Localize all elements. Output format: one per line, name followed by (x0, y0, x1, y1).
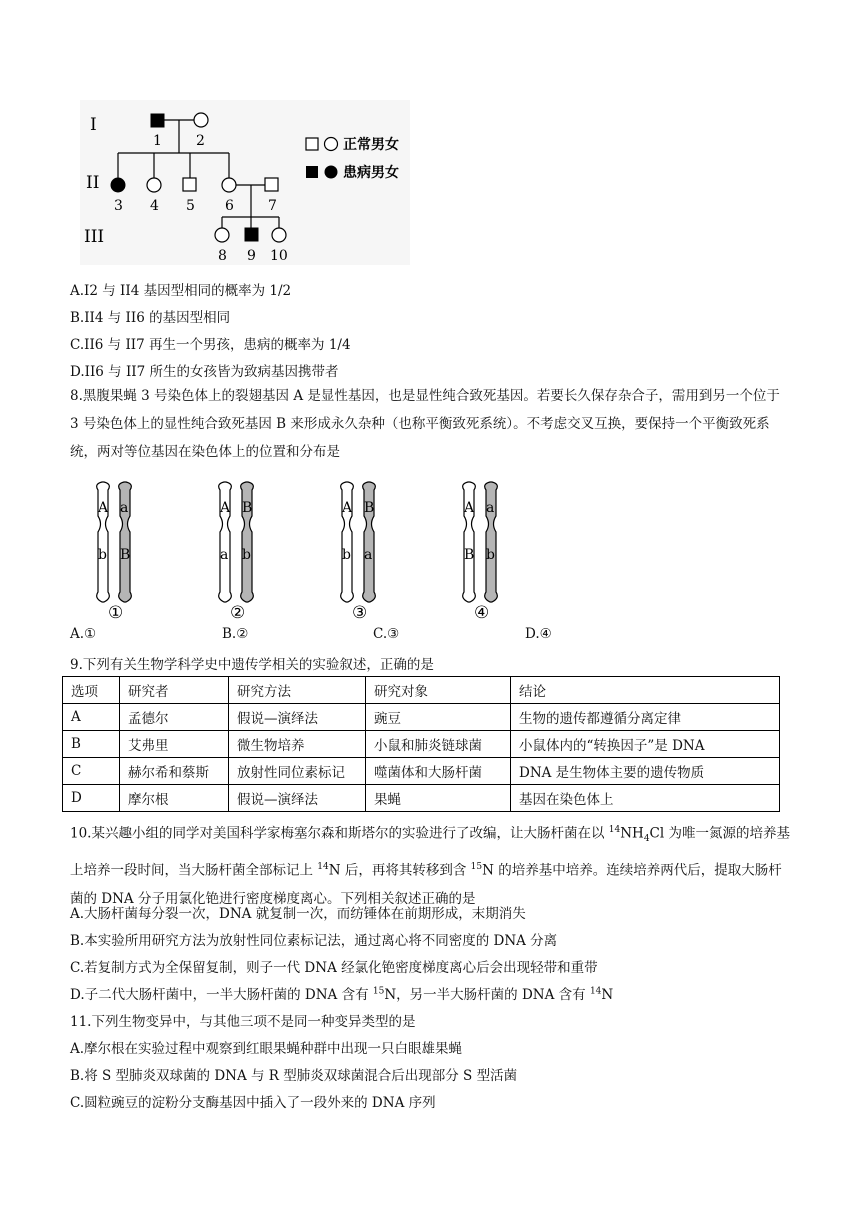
q10-option-b: B.本实验所用研究方法为放射性同位素标记法，通过离心将不同密度的 DNA 分离 (70, 933, 558, 949)
legend-affected-male-icon (306, 166, 318, 178)
gene-label: a (364, 547, 373, 563)
individual-II7-normal-male (265, 178, 278, 191)
q10-option-c: C.若复制方式为全保留复制，则子一代 DNA 经氯化铯密度梯度离心后会出现轻带和重带 (70, 960, 598, 976)
table-cell: DNA 是生物体主要的遗传物质 (511, 758, 780, 785)
table-cell: 小鼠体内的“转换因子”是 DNA (511, 731, 780, 758)
figure-label: ② (230, 603, 246, 620)
individual-II6-normal-female (222, 178, 236, 192)
table-header-row (63, 677, 780, 704)
table-cell: 果蝇 (366, 785, 511, 812)
figure-label: ③ (352, 603, 368, 620)
table-row (63, 785, 780, 812)
gene-label: a (486, 500, 495, 516)
table-cell: 生物的遗传都遵循分离定律 (511, 704, 780, 731)
gene-label: b (242, 547, 251, 563)
legend-affected-label: 患病男女 (343, 165, 399, 181)
table-header-cell: 结论 (511, 677, 780, 704)
isotope-superscript: 14 (317, 862, 329, 873)
individual-label: 5 (186, 198, 195, 214)
q8-option-a: A.① (70, 626, 97, 642)
q10-option-a: A.大肠杆菌每分裂一次，DNA 就复制一次，而纺锤体在前期形成，末期消失 (70, 906, 526, 922)
isotope-superscript: 15 (470, 862, 483, 873)
text-run: N 的培养基中培养。连续培养两代后，提取大肠杆菌的 DNA 分子用氯化铯进行密度梯度离心。下列相关叙述正确的是 (70, 862, 782, 907)
table-cell: B (63, 731, 120, 758)
table-cell: 豌豆 (366, 704, 511, 731)
individual-label: 2 (196, 133, 205, 149)
isotope-superscript: 14 (589, 986, 602, 997)
q10-stem (70, 816, 790, 913)
chromosome-figure-1 (97, 482, 132, 620)
table-row (63, 731, 780, 758)
legend-affected-female-icon (325, 166, 338, 179)
gene-label: b (98, 547, 107, 563)
table-cell: C (63, 758, 120, 785)
table-cell: 赫尔希和蔡斯 (120, 758, 229, 785)
chromosome-figure-2 (219, 482, 254, 620)
q9-table (62, 676, 780, 812)
table-cell: 孟德尔 (120, 704, 229, 731)
gene-label: a (220, 547, 229, 563)
q8-stem: 8.黑腹果蝇 3 号染色体上的裂翅基因 A 是显性基因，也是显性纯合致死基因。若要长久保存杂合子，需用到另一个位于 3 号染色体上的显性纯合致死基因 B 来形成永久杂种（也称平衡致死系统）。不考虑交叉互换，要保持一个平衡致死系统，两对等位基因在染色体上的位置和分布是 (70, 388, 780, 460)
table-cell: 假说—演绎法 (229, 704, 366, 731)
table-cell: 假说—演绎法 (229, 785, 366, 812)
q11-option-b: B.将 S 型肺炎双球菌的 DNA 与 R 型肺炎双球菌混合后出现部分 S 型活菌 (70, 1068, 518, 1084)
table-row (63, 704, 780, 731)
table-row (63, 758, 780, 785)
gene-label: B (464, 547, 475, 563)
table-header-cell: 研究者 (120, 677, 229, 704)
gene-label: B (242, 500, 253, 516)
q8-option-b: B.② (222, 626, 249, 642)
legend-normal-female-icon (325, 138, 338, 151)
q8-option-d: D.④ (525, 626, 552, 642)
individual-label: 3 (114, 198, 123, 214)
table-cell: 基因在染色体上 (511, 785, 780, 812)
chromosome-figure-3 (341, 482, 376, 620)
individual-label: 10 (270, 248, 288, 264)
individual-III9-affected-male (245, 228, 258, 241)
table-cell: 噬菌体和大肠杆菌 (366, 758, 511, 785)
individual-label: 9 (247, 248, 256, 264)
table-cell: 艾弗里 (120, 731, 229, 758)
gene-label: a (120, 500, 129, 516)
q9-stem: 9.下列有关生物学科学史中遗传学相关的实验叙述，正确的是 (70, 657, 434, 673)
gene-label: b (342, 547, 351, 563)
individual-II4-normal-female (147, 178, 161, 192)
table-cell: D (63, 785, 120, 812)
table-cell: 摩尔根 (120, 785, 229, 812)
q7-option-c: C.II6 与 II7 再生一个男孩，患病的概率为 1/4 (70, 337, 351, 353)
text-run: D.子二代大肠杆菌中，一半大肠杆菌的 DNA 含有 (70, 987, 373, 1003)
figure-label: ① (108, 603, 124, 620)
q7-option-d: D.II6 与 II7 所生的女孩皆为致病基因携带者 (70, 364, 339, 380)
gene-label: b (486, 547, 495, 563)
isotope-superscript: 15 (372, 986, 385, 997)
individual-III8-normal-female (215, 228, 229, 242)
table-cell: 微生物培养 (229, 731, 366, 758)
individual-II5-normal-male (183, 178, 196, 191)
individual-label: 8 (218, 248, 227, 264)
individual-III10-normal-female (272, 228, 286, 242)
table-cell: 放射性同位素标记 (229, 758, 366, 785)
individual-I2-normal-female (194, 113, 208, 127)
q8-chromosome-figures (80, 480, 540, 620)
chromosome-figure-4 (463, 482, 498, 620)
pedigree-chart (70, 100, 420, 265)
individual-label: 1 (153, 133, 162, 149)
q7-option-a: A.I2 与 II4 基因型相同的概率为 1/2 (70, 283, 292, 299)
individual-label: 7 (268, 198, 277, 214)
table-cell: A (63, 704, 120, 731)
individual-label: 4 (150, 198, 159, 214)
chemical-subscript: 4 (643, 834, 650, 845)
table-header-cell: 研究对象 (366, 677, 511, 704)
table-cell: 小鼠和肺炎链球菌 (366, 731, 511, 758)
q11-option-c: C.圆粒豌豆的淀粉分支酶基因中插入了一段外来的 DNA 序列 (70, 1095, 436, 1111)
q7-option-b: B.II4 与 II6 的基因型相同 (70, 310, 231, 326)
individual-II3-affected-female (111, 178, 125, 192)
text-run: N 后，再将其转移到含 (328, 862, 471, 879)
q8-option-c: C.③ (373, 626, 400, 642)
individual-I1-affected-male (151, 114, 164, 127)
text-run: 10.某兴趣小组的同学对美国科学家梅塞尔森和斯塔尔的实验进行了改编，让大肠杆菌在以 (70, 825, 609, 842)
text-run: NH (620, 825, 644, 842)
gene-label: A (342, 500, 353, 516)
generation-label-2: II (86, 173, 100, 193)
figure-label: ④ (474, 603, 490, 620)
legend-normal-male-icon (306, 138, 318, 150)
gene-label: B (120, 547, 131, 563)
text-run: Cl 为唯一氮源的培养基上培养一段时间，当大肠杆菌全部标记上 (70, 825, 790, 879)
generation-label-1: I (90, 115, 97, 135)
table-header-cell: 研究方法 (229, 677, 366, 704)
table-header-cell: 选项 (63, 677, 120, 704)
individual-label: 6 (225, 198, 234, 214)
gene-label: A (220, 500, 231, 516)
legend-normal-label: 正常男女 (343, 137, 399, 153)
gene-label: B (364, 500, 375, 516)
gene-label: A (98, 500, 109, 516)
text-run: N (601, 987, 614, 1003)
gene-label: A (464, 500, 475, 516)
q11-stem: 11.下列生物变异中，与其他三项不是同一种变异类型的是 (70, 1014, 416, 1030)
generation-label-3: III (84, 227, 105, 247)
isotope-superscript: 14 (608, 825, 621, 835)
q10-option-d (70, 983, 613, 1003)
text-run: N，另一半大肠杆菌的 DNA 含有 (384, 987, 590, 1003)
q11-option-a: A.摩尔根在实验过程中观察到红眼果蝇种群中出现一只白眼雄果蝇 (70, 1041, 463, 1057)
